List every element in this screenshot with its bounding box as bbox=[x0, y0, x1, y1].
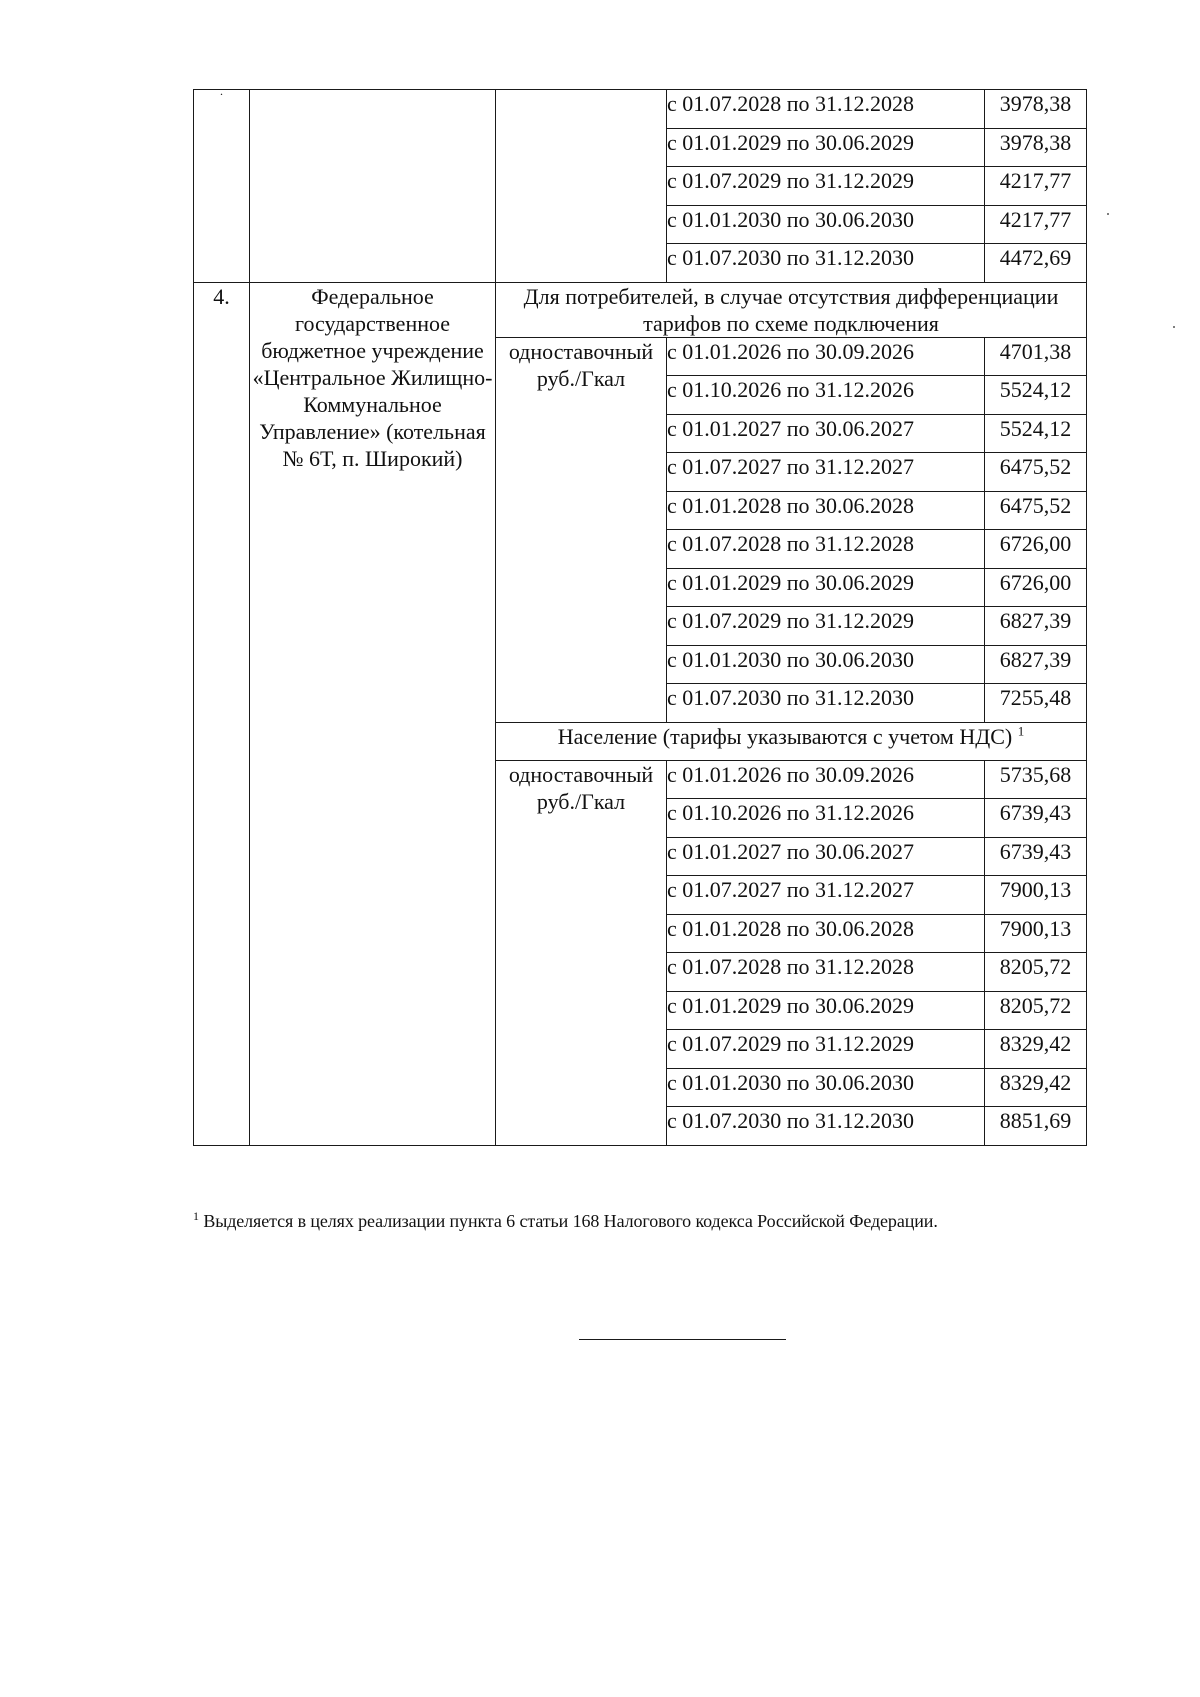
tariff-value-cell: 4701,38 bbox=[985, 337, 1087, 376]
footnote-reference: 1 bbox=[1017, 723, 1025, 739]
end-of-document-line bbox=[579, 1339, 786, 1340]
period-cell: с 01.07.2030 по 31.12.2030 bbox=[667, 684, 985, 723]
tariff-value-cell: 3978,38 bbox=[985, 90, 1087, 129]
period-cell: с 01.07.2028 по 31.12.2028 bbox=[667, 90, 985, 129]
period-cell: с 01.07.2029 по 31.12.2029 bbox=[667, 1030, 985, 1069]
period-cell: с 01.01.2026 по 30.09.2026 bbox=[667, 760, 985, 799]
section-header-text: Население (тарифы указываются с учетом НДС) bbox=[557, 723, 1013, 749]
continued-organization-cell bbox=[250, 90, 496, 283]
section-header-consumers: Для потребителей, в случае отсутствия дифференциации тарифов по схеме подключения bbox=[496, 282, 1087, 337]
rate-type-label: одноставочный bbox=[508, 761, 654, 787]
scan-dot: · bbox=[219, 89, 224, 101]
tariff-value-cell: 5524,12 bbox=[985, 376, 1087, 415]
tariff-value-cell: 5735,68 bbox=[985, 760, 1087, 799]
tariff-value-cell: 8329,42 bbox=[985, 1068, 1087, 1107]
tariff-value-cell: 6827,39 bbox=[985, 645, 1087, 684]
period-cell: с 01.01.2028 по 30.06.2028 bbox=[667, 914, 985, 953]
tariff-value-cell: 6726,00 bbox=[985, 568, 1087, 607]
period-cell: с 01.07.2029 по 31.12.2029 bbox=[667, 167, 985, 206]
table-row bbox=[194, 90, 1087, 129]
table-row bbox=[194, 282, 1087, 337]
item-number-cell: 4. bbox=[194, 282, 250, 1145]
rate-unit-label: руб./Гкал bbox=[536, 788, 626, 814]
rate-type-cell bbox=[496, 760, 667, 1145]
section-header-population bbox=[496, 722, 1087, 760]
period-cell: с 01.07.2030 по 31.12.2030 bbox=[667, 244, 985, 283]
tariff-value-cell: 6475,52 bbox=[985, 453, 1087, 492]
tariff-value-cell: 8205,72 bbox=[985, 991, 1087, 1030]
tariff-value-cell: 6726,00 bbox=[985, 530, 1087, 569]
period-cell: с 01.01.2028 по 30.06.2028 bbox=[667, 491, 985, 530]
period-cell: с 01.01.2026 по 30.09.2026 bbox=[667, 337, 985, 376]
period-cell: с 01.01.2029 по 30.06.2029 bbox=[667, 568, 985, 607]
period-cell: с 01.01.2029 по 30.06.2029 bbox=[667, 991, 985, 1030]
period-cell: с 01.10.2026 по 31.12.2026 bbox=[667, 376, 985, 415]
tariff-value-cell: 4217,77 bbox=[985, 167, 1087, 206]
period-cell: с 01.01.2030 по 30.06.2030 bbox=[667, 205, 985, 244]
rate-type-cell bbox=[496, 337, 667, 722]
tariff-table bbox=[193, 89, 1087, 1146]
tariff-value-cell: 7900,13 bbox=[985, 876, 1087, 915]
tariff-value-cell: 6475,52 bbox=[985, 491, 1087, 530]
period-cell: с 01.07.2028 по 31.12.2028 bbox=[667, 953, 985, 992]
tariff-value-cell: 6827,39 bbox=[985, 607, 1087, 646]
period-cell: с 01.01.2029 по 30.06.2029 bbox=[667, 128, 985, 167]
tariff-value-cell: 7900,13 bbox=[985, 914, 1087, 953]
continued-number-cell bbox=[194, 90, 250, 283]
period-cell: с 01.07.2027 по 31.12.2027 bbox=[667, 453, 985, 492]
footnote bbox=[193, 1211, 938, 1232]
tariff-value-cell: 4217,77 bbox=[985, 205, 1087, 244]
tariff-value-cell: 6739,43 bbox=[985, 799, 1087, 838]
scan-speck bbox=[1173, 326, 1175, 328]
period-cell: с 01.07.2030 по 31.12.2030 bbox=[667, 1107, 985, 1146]
tariff-value-cell: 6739,43 bbox=[985, 837, 1087, 876]
period-cell: с 01.10.2026 по 31.12.2026 bbox=[667, 799, 985, 838]
period-cell: с 01.01.2027 по 30.06.2027 bbox=[667, 837, 985, 876]
tariff-value-cell: 8329,42 bbox=[985, 1030, 1087, 1069]
tariff-value-cell: 8851,69 bbox=[985, 1107, 1087, 1146]
tariff-value-cell: 3978,38 bbox=[985, 128, 1087, 167]
period-cell: с 01.07.2027 по 31.12.2027 bbox=[667, 876, 985, 915]
tariff-value-cell: 4472,69 bbox=[985, 244, 1087, 283]
continued-rate-cell bbox=[496, 90, 667, 283]
footnote-mark: 1 bbox=[193, 1209, 199, 1223]
period-cell: с 01.07.2029 по 31.12.2029 bbox=[667, 607, 985, 646]
footnote-text: Выделяется в целях реализации пункта 6 статьи 168 Налогового кодекса Российской Федерации. bbox=[203, 1211, 938, 1231]
period-cell: с 01.01.2030 по 30.06.2030 bbox=[667, 645, 985, 684]
period-cell: с 01.07.2028 по 31.12.2028 bbox=[667, 530, 985, 569]
rate-unit-label: руб./Гкал bbox=[536, 365, 626, 391]
tariff-value-cell: 8205,72 bbox=[985, 953, 1087, 992]
period-cell: с 01.01.2030 по 30.06.2030 bbox=[667, 1068, 985, 1107]
period-cell: с 01.01.2027 по 30.06.2027 bbox=[667, 414, 985, 453]
tariff-value-cell: 7255,48 bbox=[985, 684, 1087, 723]
organization-cell: Федеральное государственное бюджетное учреждение «Центральное Жилищно-Коммунальное Управление» (котельная № 6Т, п. Широкий) bbox=[250, 282, 496, 1145]
tariff-value-cell: 5524,12 bbox=[985, 414, 1087, 453]
scan-speck bbox=[1107, 213, 1109, 215]
rate-type-label: одноставочный bbox=[508, 338, 654, 364]
